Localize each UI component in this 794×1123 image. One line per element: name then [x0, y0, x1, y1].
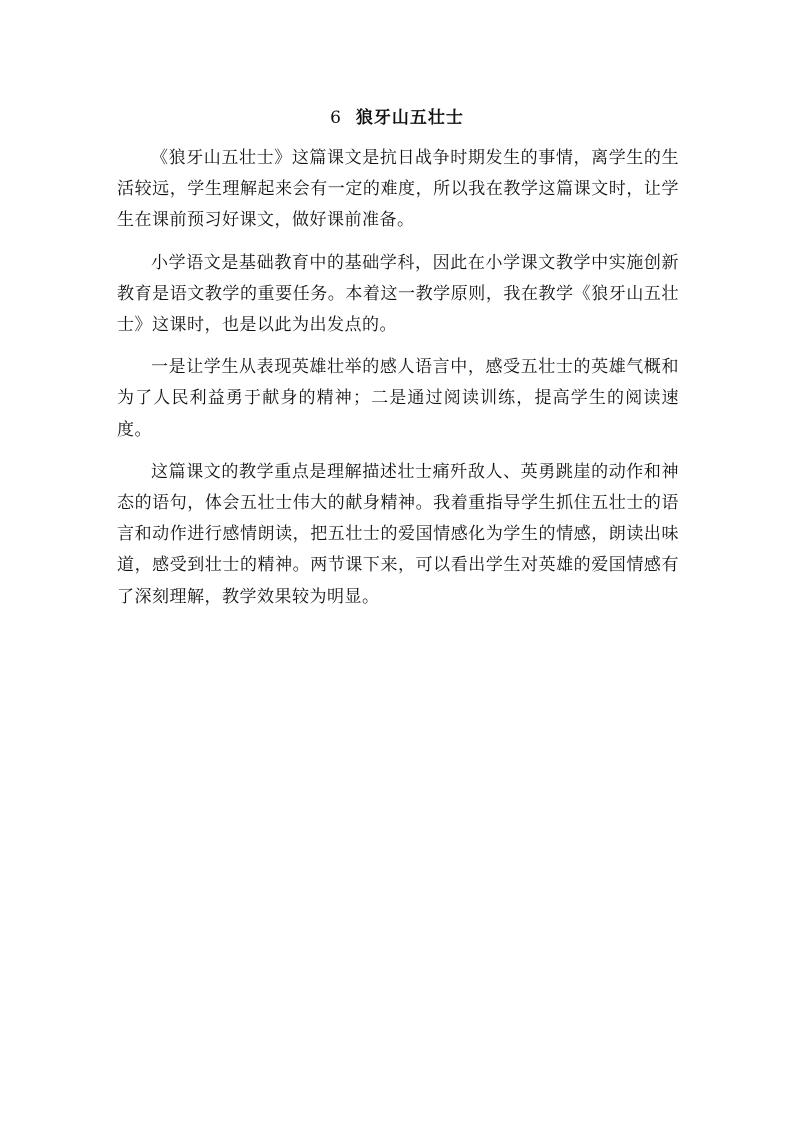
- document-body: [117, 143, 679, 613]
- title-text: 狼牙山五壮士: [355, 108, 464, 128]
- paragraph-2: 小学语文是基础教育中的基础学科，因此在小学课文教学中实施创新教育是语文教学的重要任务。本着这一教学原则，我在教学《狼牙山五壮士》这课时，也是以此为出发点的。: [117, 252, 679, 336]
- paragraph-3: 一是让学生从表现英雄壮举的感人语言中，感受五壮士的英雄气概和为了人民利益勇于献身的精神；二是通过阅读训练，提高学生的阅读速度。: [117, 357, 679, 440]
- page-title: [0, 104, 794, 132]
- paragraph-4: 这篇课文的教学重点是理解描述壮士痛歼敌人、英勇跳崖的动作和神态的语句，体会五壮士伟大的献身精神。我着重指导学生抓住五壮士的语言和动作进行感情朗读，把五壮士的爱国情感化为学生的情感，朗读出味道，感受到壮士的精神。两节课下来，可以看出学生对英雄的爱国情感有了深刻理解，教学效果较为明显。: [117, 461, 679, 607]
- paragraph-1: 《狼牙山五壮士》这篇课文是抗日战争时期发生的事情，离学生的生活较远，学生理解起来会有一定的难度，所以我在教学这篇课文时，让学生在课前预习好课文，做好课前准备。: [117, 148, 679, 231]
- title-number: 6: [330, 108, 342, 128]
